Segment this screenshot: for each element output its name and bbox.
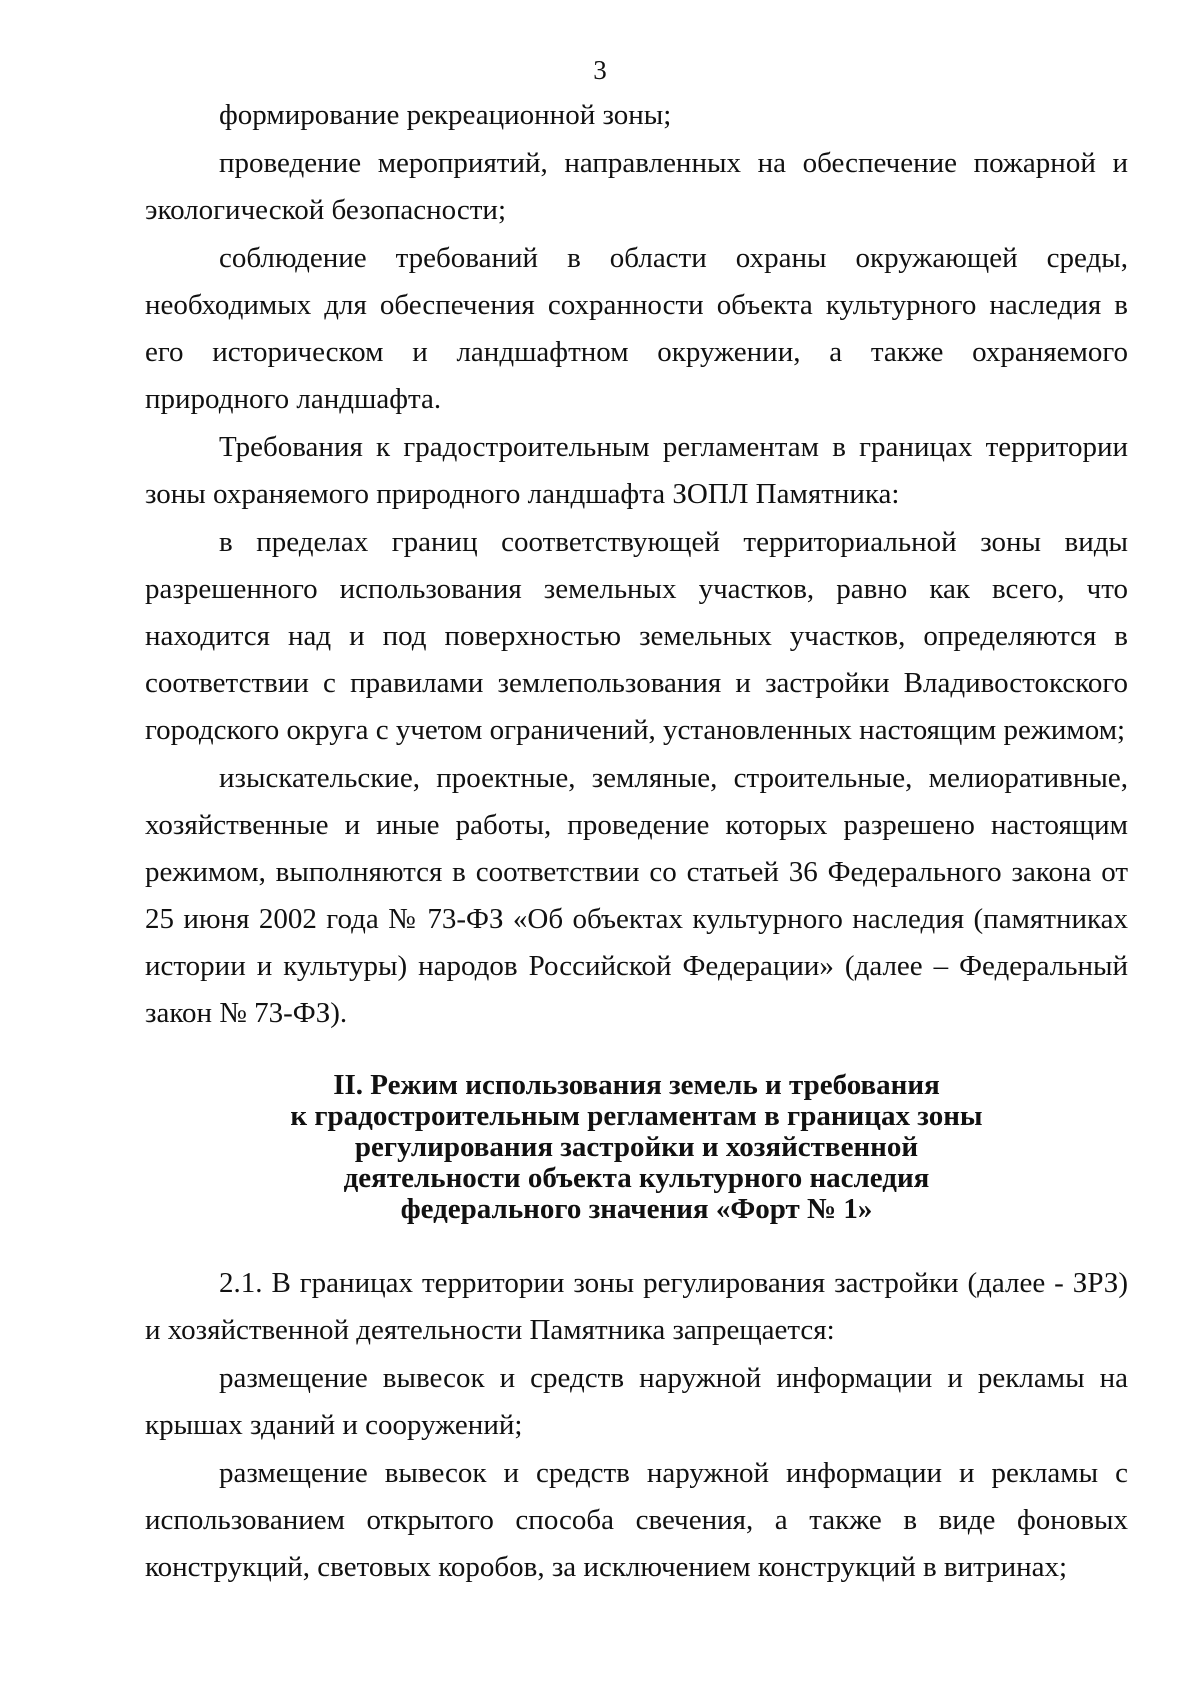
paragraph-rzr-prohibitions: 2.1. В границах территории зоны регулирования застройки (далее - ЗРЗ) и хозяйственной деятельности Памятника запрещается: — [145, 1267, 1128, 1346]
section-heading-line: деятельности объекта культурного наследия — [343, 1162, 930, 1194]
paragraph-works-law-reference: изыскательские, проектные, земляные, строительные, мелиоративные, хозяйственные и иные работы, проведение которых разрешено настоящим режимом, выполняются в соответствии со статьей 36 Федерального закона от 25 июня 2002 года № 73-ФЗ «Об объектах культурного наследия (памятниках истории и культуры) народов Российской Федерации» (далее – Федеральный закон № 73-ФЗ). — [145, 762, 1128, 1029]
paragraph-zopl-requirements: Требования к градостроительным регламентам в границах территории зоны охраняемого природного ландшафта ЗОПЛ Памятника: — [145, 431, 1128, 510]
section-heading-line: федерального значения «Форт № 1» — [400, 1193, 873, 1225]
paragraph-roof-signs: размещение вывесок и средств наружной информации и рекламы на крышах зданий и сооружений; — [145, 1362, 1128, 1441]
section-heading-line: к градостроительным регламентам в границах зоны — [290, 1100, 983, 1132]
document-body — [145, 92, 1128, 1592]
section-heading-line: II. Режим использования земель и требования — [333, 1069, 940, 1101]
paragraph-land-use-types: в пределах границ соответствующей территориальной зоны виды разрешенного использования земельных участков, равно как всего, что находится над и под поверхностью земельных участков, определяются в соответствии с правилами землепользования и застройки Владивостокского городского округа с учетом ограничений, установленных настоящим режимом; — [145, 526, 1128, 746]
section-heading — [145, 1070, 1128, 1225]
page-number: 3 — [593, 55, 607, 85]
section-heading-line: регулирования застройки и хозяйственной — [354, 1131, 919, 1163]
paragraph-fire-safety: проведение мероприятий, направленных на обеспечение пожарной и экологической безопасности; — [145, 147, 1128, 226]
paragraph-recreational-zone: формирование рекреационной зоны; — [219, 99, 672, 131]
paragraph-environment-protection: соблюдение требований в области охраны окружающей среды, необходимых для обеспечения сохранности объекта культурного наследия в его историческом и ландшафтном окружении, а также охраняемого природного ландшафта. — [145, 242, 1128, 415]
paragraph-illuminated-signs: размещение вывесок и средств наружной информации и рекламы с использованием открытого способа свечения, а также в виде фоновых конструкций, световых коробов, за исключением конструкций в витринах; — [145, 1457, 1128, 1583]
